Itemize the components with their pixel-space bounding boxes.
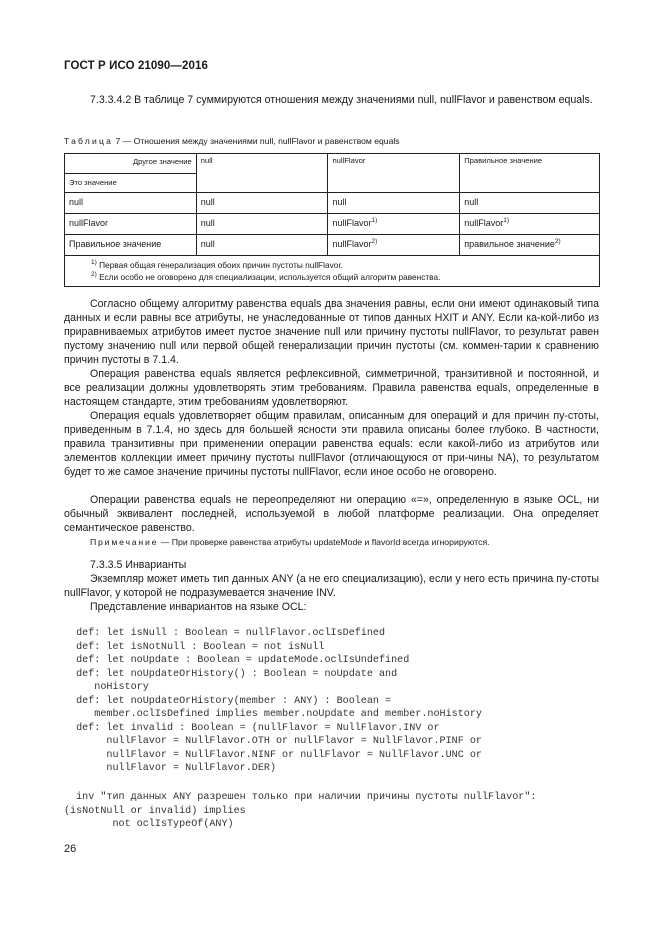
table-column-header: nullFlavor [328,154,460,193]
table-row-label: null [65,193,197,214]
table-cell: null [196,214,328,235]
cell-value: правильное значение [464,239,555,249]
table-caption [64,136,400,146]
ocl-invariant-block: inv "тип данных ANY разрешен только при наличии причины пустоты nullFlavor": (isNotNull or invalid) implies not oclIsTypeOf(ANY) [64,792,537,830]
table-row [65,235,600,256]
table-7 [64,153,600,287]
document-header: ГОСТ Р ИСО 21090—2016 [64,60,209,72]
page-number: 26 [64,843,77,855]
table-corner-cell [65,154,197,193]
footnote-mark: 1) [91,259,97,267]
intro-paragraph: 7.3.3.4.2 В таблице 7 суммируются отношения между значениями null, nullFlavor и равенством equals. [90,94,593,106]
body-paragraph: Операция equals удовлетворяет общим правилам, описанным для операций и для причин пу-стоты, приведенным в 7.1.4, но здесь для большей ясности эти правила описаны более глубоко. В частности, правила транзитивны при применении операции равенства equals: если какой-либо из атрибутов или элементов коллекции имеет причину пустоты nullFlavor (отличающуюся от при-чины NA), то результатом будет то же самое значение причины пустоты nullFlavor, если иное особо не оговорено. [64,410,599,478]
table-cell: null [328,193,460,214]
footnote-text: Если особо не оговорено для специализации, используется общий алгоритм равенства. [99,272,441,282]
section-paragraph: Представление инвариантов на языке OCL: [90,601,307,613]
section-heading: 7.3.3.5 Инварианты [90,559,187,571]
table-cell: null [460,193,600,214]
table-column-header: null [196,154,328,193]
table-cell [328,235,460,256]
corner-top-label: Другое значение [65,154,196,174]
body-paragraph: Операция равенства equals является рефлексивной, симметричной, транзитивной и постоянной, и все реализации должны удовлетворять этим требованиям. Правила равенства equals, определенные в настоящем стандарте, этим требованиям удовлетворяют. [64,368,599,408]
cell-value: nullFlavor [332,239,372,249]
table-footnote [91,259,591,271]
section-paragraph: Экземпляр может иметь тип данных ANY (а не его специализацию), если у него есть причина пу-стоты nullFlavor, у которой не подразумевается значение INV. [64,573,599,599]
table-cell [460,235,600,256]
body-paragraph: Согласно общему алгоритму равенства equals два значения равны, если они имеют одинаковый типа данных и если равны все атрибуты, не унаследованные от типов данных HXIT и ANY. Если ка-кой-либо из приравниваемых атрибутов имеет пустое значение null или причину пустоты nullFlavor, то результат равен пустому значению null или первой общей генерализации причин пустоты (см. коммен-тарии к сравнению причин пустоты в 7.1.4. [64,298,599,366]
table-column-header: Правильное значение [460,154,600,193]
footnote-mark: 2) [91,271,97,279]
table-cell: null [196,235,328,256]
table-caption-text: 7 — Отношения между значениями null, nullFlavor и равенством equals [113,136,400,146]
table-cell [328,214,460,235]
ocl-code-block: def: let isNull : Boolean = nullFlavor.oclIsDefined def: let isNotNull : Boolean = not isNull def: let noUpdate : Boolean = updateMode.oclIsUndefined def: let noUpdateOrHistory() : Boolean = noUpdate and noHistory def: let noUpdateOrHistory(member : ANY) : Boolean = member.oclIsDefined implies member.noUpdate and member.noHistory def: let invalid : Boolean = (nullFlavor = NullFlavor.INV or nullFlavor = NullFlavor.OTH or nullFlavor = NullFlavor.PINF or nullFlavor = NullFlavor.NINF or nullFlavor = NullFlavor.UNC or nullFlavor = NullFlavor.DER) [76,628,482,774]
footnote-ref: 2) [371,238,378,245]
table-row [65,193,600,214]
footnote-text: Первая общая генерализация обоих причин пустоты nullFlavor. [99,260,343,270]
footnote-ref: 1) [371,217,378,224]
footnote-ref: 2) [554,238,561,245]
table-row-label: nullFlavor [65,214,197,235]
table-header-row [65,154,600,193]
table-cell [460,214,600,235]
table-row [65,214,600,235]
note-label: Примечание [90,537,159,547]
table-row-label: Правильное значение [65,235,197,256]
table-footnotes [65,256,600,287]
footnote-ref: 1) [503,217,510,224]
note-text: — При проверке равенства атрибуты updateMode и flavorId всегда игнорируются. [158,537,490,547]
note [90,537,490,547]
table-cell: null [196,193,328,214]
cell-value: nullFlavor [464,218,504,228]
cell-value: nullFlavor [332,218,372,228]
table-footnotes-row [65,256,600,287]
body-paragraph: Операции равенства equals не переопределяют ни операцию «=», определенную в языке OCL, ни обычный эквивалент последней, используемой в любой платформе реализации. Она определяет семантическое равенство. [64,494,599,534]
corner-bottom-label: Это значение [69,178,117,187]
table-footnote [91,271,591,283]
table-caption-label: Таблица [64,136,114,146]
